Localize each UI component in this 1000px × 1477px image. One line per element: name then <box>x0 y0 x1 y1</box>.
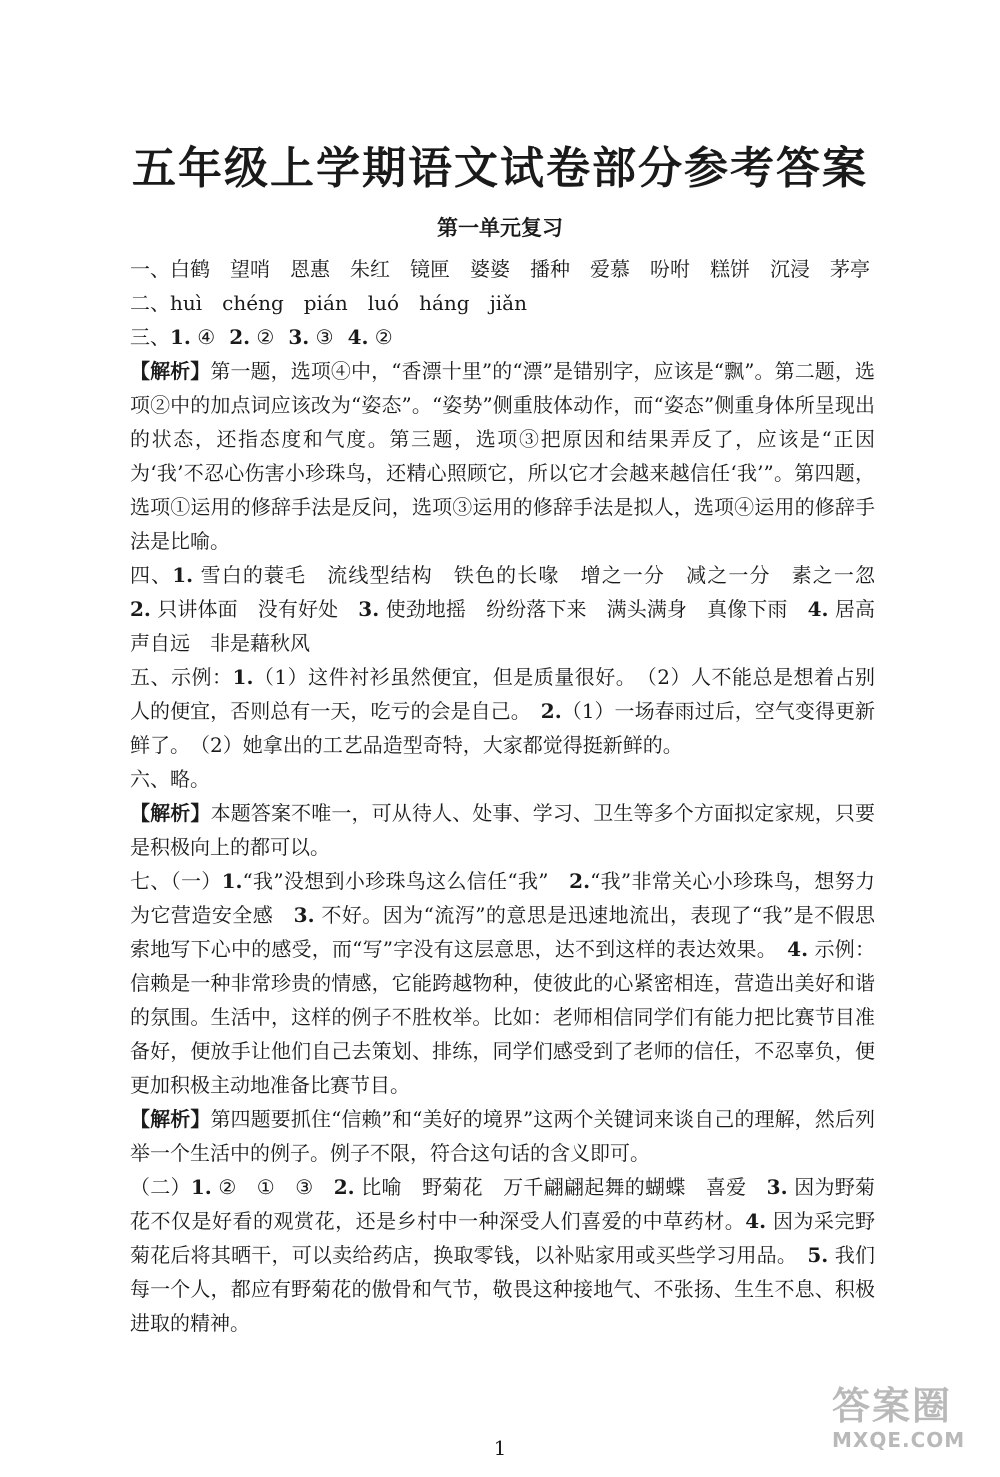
q7a-num-1: 1. <box>221 869 243 893</box>
q7b-num-1: 1. <box>190 1175 212 1199</box>
watermark-domain: MXQE.COM <box>832 1428 966 1452</box>
q5-num-1: 1. <box>232 665 254 689</box>
q7a-ans-3: 不好。因为“流泻”的意思是迅速地流出，表现了“我”是不假思索地写下心中的感受，而“写”字没有这层意思，达不到这样的表达效果。 <box>130 903 876 961</box>
answer-q7-part2 <box>130 1170 875 1340</box>
answer-q6-analysis <box>130 796 875 864</box>
answer-q6: 六、略。 <box>130 767 210 791</box>
q4-ans-1: 雪白的蓑毛 流线型结构 铁色的长喙 增之一分 减之一分 素之一忽 <box>193 563 896 587</box>
analysis-tag: 【解析】 <box>130 801 211 825</box>
q5-prefix: 五、示例： <box>130 665 233 689</box>
q4-ans-3: 使劲地摇 纷纷落下来 满头满身 真像下雨 <box>379 597 808 621</box>
q3-num-4: 4. <box>347 325 369 349</box>
answer-q4 <box>130 558 896 660</box>
q3-num-3: 3. <box>288 325 310 349</box>
answer-q3-analysis <box>130 354 875 558</box>
q7b-ans-2: 比喻 野菊花 万千翩翩起舞的蝴蝶 喜爱 <box>354 1175 767 1199</box>
page-number: 1 <box>493 1436 507 1460</box>
q3-ans-1: ④ <box>190 325 216 349</box>
q7a-num-4: 4. <box>787 937 809 961</box>
answer-q7-part1 <box>130 864 875 1102</box>
q7b-ans-1: ② ① ③ <box>211 1175 334 1199</box>
q5-num-2: 2. <box>540 699 562 723</box>
q7b-num-4: 4. <box>745 1209 767 1233</box>
q6-analysis-text: 本题答案不唯一，可从待人、处事、学习、卫生等多个方面拟定家规，只要是积极向上的都可以。 <box>130 801 876 859</box>
q3-analysis-text: 第一题，选项④中，“香漂十里”的“漂”是错别字，应该是“飘”。第二题，选项②中的加点词应该改为“姿态”。“姿势”侧重肢体动作，而“姿态”侧重身体所呈现出的状态，还指态度和气度。第三题，选项③把原因和结果弄反了，应该是“正因为‘我’不忍心伤害小珍珠鸟，还精心照顾它，所以它才会越来越信任‘我’”。第四题，选项①运用的修辞手法是反问，选项③运用的修辞手法是拟人，选项④运用的修辞手法是比喻。 <box>130 359 875 553</box>
q5-ans-2: （1）一场春雨过后，空气变得更新鲜了。 （2）她拿出的工艺品造型奇特，大家都觉得挺新鲜的。 <box>130 699 875 757</box>
q4-num-2: 2. <box>130 597 151 621</box>
q7b-ans-3: 因为野菊花不仅是好看的观赏花，还是乡村中一种深受人们喜爱的中草药材。 <box>130 1175 876 1233</box>
section-subtitle: 第一单元复习 <box>437 216 563 240</box>
watermark-logo <box>832 1384 982 1464</box>
watermark-text: 答案圈 <box>832 1384 953 1428</box>
page-title: 五年级上学期语文试卷部分参考答案 <box>132 143 868 194</box>
q3-num-2: 2. <box>229 325 251 349</box>
q4-ans-2: 只讲体面 没有好处 <box>150 597 359 621</box>
answer-q5 <box>130 660 875 762</box>
q7a-analysis-text: 第四题要抓住“信赖”和“美好的境界”这两个关键词来谈自己的理解，然后列举一个生活中的例子。例子不限，符合这句话的含义即可。 <box>130 1107 875 1165</box>
answer-q2: 二、huì chéng pián luó háng jiǎn <box>130 291 527 315</box>
q7b-num-3: 3. <box>766 1175 788 1199</box>
answer-q3 <box>130 320 875 354</box>
answer-content <box>130 252 896 1340</box>
q4-num-4: 4. <box>807 597 829 621</box>
q7b-ans-4: 因为采完野菊花后将其晒干，可以卖给药店，换取零钱，以补贴家用或买些学习用品。 <box>130 1209 876 1267</box>
q3-ans-2: ② <box>250 325 275 349</box>
q4-num-3: 3. <box>358 597 380 621</box>
answer-q1: 一、白鹤 望哨 恩惠 朱红 镜匣 婆婆 播种 爱慕 吩咐 糕饼 沉浸 茅亭 <box>130 257 870 281</box>
q7b-num-5: 5. <box>807 1243 829 1267</box>
answer-q7-part1-analysis <box>130 1102 875 1170</box>
analysis-tag: 【解析】 <box>130 359 211 383</box>
q7b-num-2: 2. <box>333 1175 355 1199</box>
q7a-ans-4: 示例：信赖是一种非常珍贵的情感，它能跨越物种，使彼此的心紧密相连，营造出美好和谐的氛围。生活中，这样的例子不胜枚举。比如：老师相信同学们有能力把比赛节目准备好，便放手让他们自己去策划、排练，同学们感受到了老师的信任，不忍辜负，便更加积极主动地准备比赛节目。 <box>130 937 875 1097</box>
q7b-prefix: （二） <box>130 1175 191 1199</box>
analysis-tag: 【解析】 <box>130 1107 211 1131</box>
q7a-prefix: 七、（一） <box>130 869 222 893</box>
q7a-ans-1: “我”没想到小珍珠鸟这么信任“我” <box>242 869 570 893</box>
q7a-num-3: 3. <box>293 903 315 927</box>
q4-prefix: 四、 <box>130 563 173 587</box>
q4-ans-4: 居高声自远 非是藉秋风 <box>130 597 876 655</box>
q3-num-1: 1. <box>170 325 191 349</box>
q5-ans-1: （1）这件衬衫虽然便宜，但是质量很好。 （2）人不能总是想着占别人的便宜，否则总有一天，吃亏的会是自己。 <box>130 665 876 723</box>
q3-ans-4: ② <box>368 325 393 349</box>
q7a-num-2: 2. <box>569 869 591 893</box>
q7b-ans-5: 我们每一个人，都应有野菊花的傲骨和气节，敬畏这种接地气、不张扬、生生不息、积极进取的精神。 <box>130 1243 876 1335</box>
q3-ans-3: ③ <box>309 325 334 349</box>
q7a-ans-2: “我”非常关心小珍珠鸟，想努力为它营造安全感 <box>130 869 875 927</box>
q3-prefix: 三、 <box>130 325 170 349</box>
q4-num-1: 1. <box>172 563 194 587</box>
